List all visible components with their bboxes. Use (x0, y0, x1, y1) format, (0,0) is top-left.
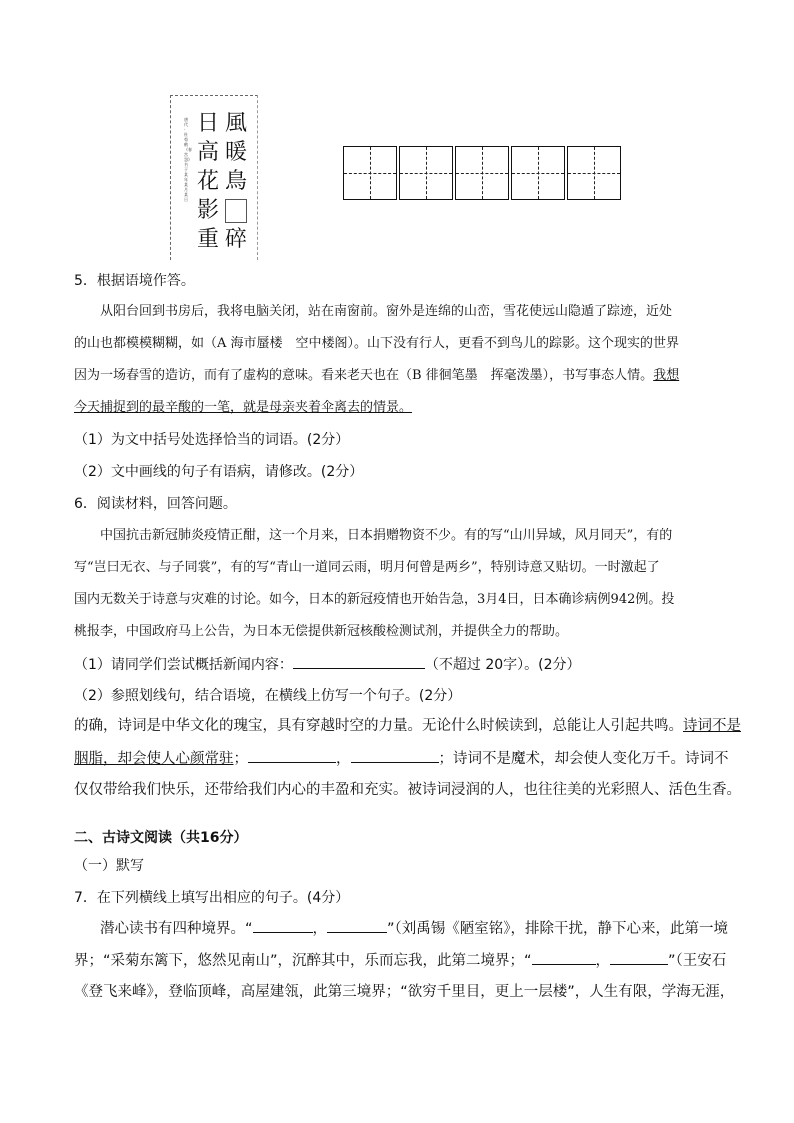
q5-passage-line1: 从阳台回到书房后，我将电脑关闭，站在南窗前。窗外是连绵的山峦，雪花使远山隐遁了踪迹，近处 (100, 304, 673, 319)
q5-title: 5．根据语境作答。 (74, 273, 195, 289)
q6-passage-line3: 国内无数关于诗意与灾难的讨论。如今，日本的新冠疫情也开始告急，3月4日，日本确诊病例942例。投 (74, 592, 675, 607)
q5-passage-line2: 的山也都模模糊糊，如（A 海市蜃楼 空中楼阁）。山下没有行人，更看不到鸟儿的踪影。这个现实的世界 (74, 336, 680, 351)
summary-answer-blank[interactable] (293, 654, 425, 669)
grid-cell[interactable] (455, 146, 509, 200)
poem-blank-3[interactable] (532, 950, 596, 965)
calligraphy-image (170, 95, 258, 260)
grid-cell[interactable] (343, 146, 397, 200)
imitation-blank-2[interactable] (351, 748, 439, 763)
q5-passage-line3: 因为一场春雪的造访，而有了虚构的意味。看来老天也在（B 徘徊笔墨 挥毫泼墨），书写事态人情。我想 (74, 368, 680, 383)
grid-cell[interactable] (511, 146, 565, 200)
q6-text-line3: 仅仅带给我们快乐，还带给我们内心的丰盈和充实。被诗词浸润的人，也往往美的光彩照人、活色生香。 (74, 782, 741, 798)
q6-passage-line2: 写“岂曰无衣、与子同裳”，有的写“青山一道同云雨，明月何曾是两乡”，特别诗意又贴切。一时激起了 (74, 560, 660, 575)
writing-grid (343, 146, 623, 200)
q6-text-line2: 胭脂，却会使人心颜常驻； ， ；诗词不是魔术，却会使人变化万千。诗词不 (74, 748, 729, 769)
q6-passage-line4: 桃报李，中国政府马上公告，为日本无偿提供新冠核酸检测试剂，并提供全力的帮助。 (74, 624, 569, 639)
section2-subtitle: （一）默写 (74, 858, 144, 874)
q5-sub1: （1）为文中括号处选择恰当的词语。(2分） (74, 432, 350, 448)
grid-cell[interactable] (567, 146, 621, 200)
calligraphy-inscription: 唐代·杜荀鹤《春宫怨》书于某年某月某日 (184, 117, 192, 202)
section2-title: 二、古诗文阅读（共16分） (74, 830, 248, 846)
missing-character-box (224, 196, 248, 225)
imitation-blank-1[interactable] (248, 748, 336, 763)
calligraphy-right-column: 風 暖 鳥 碎 (224, 111, 247, 252)
q7-line1: 潜心读书有四种境界。“ ， ”（刘禹锡《陋室铭》，排除干扰，静下心来，此第一境 (100, 918, 728, 939)
q6-sub2: （2）参照划线句，结合语境，在横线上仿写一个句子。(2分） (74, 688, 462, 704)
q6-title: 6．阅读材料，回答问题。 (74, 496, 237, 512)
q7-line2: 界；“采菊东篱下，悠然见南山”，沉醉其中，乐而忘我，此第二境界；“ ， ”（王安石 (74, 950, 726, 971)
poem-blank-1[interactable] (253, 918, 313, 933)
calligraphy-left-column: 日 高 花 影 重 (196, 111, 219, 252)
poem-blank-4[interactable] (610, 950, 668, 965)
q5-underlined-sentence: 今天捕捉到的最辛酸的一笔，就是母亲夹着伞离去的情景。 (74, 400, 413, 415)
q6-text-line1: 的确，诗词是中华文化的瑰宝，具有穿越时空的力量。无论什么时候读到，总能让人引起共鸣。诗词不是 (74, 718, 741, 734)
q6-sub1: （1）请同学们尝试概括新闻内容： （不超过 20字）。(2分） (74, 654, 581, 675)
grid-cell[interactable] (399, 146, 453, 200)
q5-sub2: （2）文中画线的句子有语病，请修改。(2分） (74, 464, 364, 480)
q6-passage-line1: 中国抗击新冠肺炎疫情正酣，这一个月来，日本捐赠物资不少。有的写“山川异域，风月同天”，有的 (100, 528, 673, 543)
q7-line3: 《登飞来峰》，登临顶峰，高屋建瓴，此第三境界；“欲穷千里目，更上一层楼”，人生有限，学海无涯， (74, 984, 735, 1000)
q7-title: 7．在下列横线上填写出相应的句子。(4分） (74, 890, 350, 906)
poem-blank-2[interactable] (327, 918, 387, 933)
